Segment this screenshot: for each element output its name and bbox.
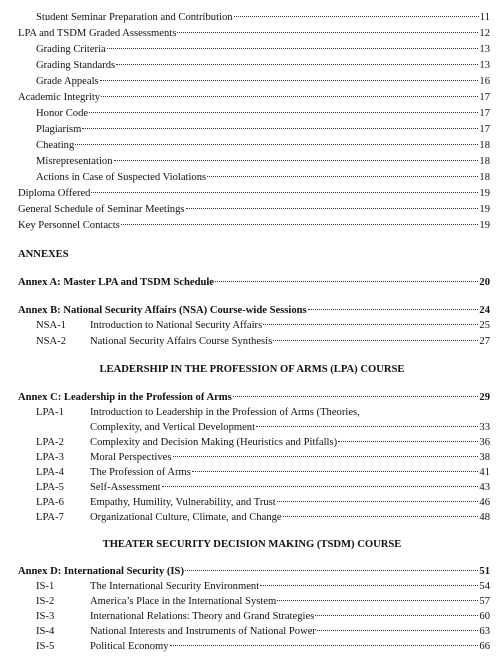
toc-entry-label: Student Seminar Preparation and Contribution: [36, 12, 233, 23]
toc-entry-label: Introduction to Leadership in the Profession of Arms (Theories,: [90, 407, 360, 418]
toc-entry-label: International Relations: Theory and Grand Strategies: [90, 611, 315, 622]
dot-leader: [107, 48, 479, 49]
toc-entry[interactable]: [36, 11, 490, 25]
toc-entry-page: 17: [479, 108, 490, 119]
dot-leader: [207, 176, 478, 177]
toc-entry-page: 20: [479, 277, 490, 288]
is-entry[interactable]: [36, 625, 490, 639]
toc-entry-page: 54: [479, 581, 490, 592]
dot-leader: [173, 456, 479, 457]
dot-leader: [215, 281, 478, 282]
toc-entry-label: Misrepresentation: [36, 156, 113, 167]
dot-leader: [273, 340, 478, 341]
toc-entry-label: Annex C: Leadership in the Profession of Arms: [18, 392, 232, 403]
toc-entry-page: 17: [479, 124, 490, 135]
lpa-course-heading: LEADERSHIP IN THE PROFESSION OF ARMS (LPA) COURSE: [99, 364, 405, 375]
toc-entry-page: 51: [479, 566, 490, 577]
toc-entry-label: General Schedule of Seminar Meetings: [18, 204, 185, 215]
lesson-code: LPA-3: [36, 452, 64, 463]
dot-leader: [185, 570, 478, 571]
toc-entry-page: 27: [479, 336, 490, 347]
toc-entry[interactable]: [36, 139, 490, 153]
lesson-code: NSA-2: [36, 336, 67, 347]
annexes-heading: ANNEXES: [18, 249, 69, 260]
dot-leader: [277, 501, 479, 502]
dot-leader: [75, 144, 478, 145]
toc-entry-label: Grade Appeals: [36, 76, 99, 87]
toc-entry-label: Cheating: [36, 140, 75, 151]
toc-entry-label: Complexity and Decision Making (Heuristics and Pitfalls): [90, 437, 338, 448]
dot-leader: [283, 516, 479, 517]
annex-c-entry[interactable]: [18, 391, 490, 405]
dot-leader: [256, 426, 478, 427]
lesson-code: LPA-4: [36, 467, 64, 478]
toc-entry-label: Annex D: International Security (IS): [18, 566, 184, 577]
annex-d-entry[interactable]: [18, 565, 490, 579]
toc-entry-page: 66: [479, 641, 490, 652]
toc-entry-label: Complexity, and Vertical Development: [90, 422, 256, 433]
annex-b-entry[interactable]: [18, 304, 490, 318]
toc-entry-page: 13: [479, 44, 490, 55]
toc-entry-label: Key Personnel Contacts: [18, 220, 120, 231]
dot-leader: [100, 80, 479, 81]
toc-entry-label: Empathy, Humility, Vulnerability, and Trust: [90, 497, 276, 508]
toc-entry-page: 19: [479, 188, 490, 199]
nsa-entry[interactable]: [36, 319, 490, 333]
toc-entry-label: Actions in Case of Suspected Violations: [36, 172, 207, 183]
toc-entry-page: 60: [479, 611, 490, 622]
annex-a-entry[interactable]: [18, 276, 490, 290]
toc-entry-label: Introduction to National Security Affairs: [90, 320, 263, 331]
lesson-code: IS-1: [36, 581, 55, 592]
toc-entry-page: 19: [479, 204, 490, 215]
dot-leader: [234, 16, 479, 17]
dot-leader: [338, 441, 478, 442]
lesson-code: IS-5: [36, 641, 55, 652]
toc-entry[interactable]: [36, 59, 490, 73]
lesson-code: NSA-1: [36, 320, 67, 331]
lpa-entry-line1[interactable]: [36, 406, 490, 420]
toc-entry-label: Diploma Offered: [18, 188, 91, 199]
toc-entry-page: 24: [479, 305, 490, 316]
toc-entry-page: 33: [479, 422, 490, 433]
toc-entry-label: America’s Place in the International System: [90, 596, 277, 607]
lesson-code: LPA-7: [36, 512, 64, 523]
dot-leader: [91, 192, 478, 193]
toc-entry-page: 36: [479, 437, 490, 448]
dot-leader: [233, 396, 479, 397]
toc-entry-page: 13: [479, 60, 490, 71]
toc-entry-page: 57: [479, 596, 490, 607]
lesson-code: LPA-2: [36, 437, 64, 448]
toc-entry[interactable]: [36, 171, 490, 185]
toc-entry-label: Plagiarism: [36, 124, 82, 135]
toc-entry[interactable]: [18, 27, 490, 41]
is-entry[interactable]: [36, 640, 490, 654]
dot-leader: [308, 309, 479, 310]
dot-leader: [89, 112, 478, 113]
lpa-entry[interactable]: [36, 481, 490, 495]
toc-entry-page: 18: [479, 156, 490, 167]
toc-entry[interactable]: [36, 43, 490, 57]
dot-leader: [192, 471, 478, 472]
lpa-entry[interactable]: [36, 466, 490, 480]
lpa-entry[interactable]: [36, 436, 490, 450]
lesson-code: IS-4: [36, 626, 55, 637]
dot-leader: [82, 128, 478, 129]
lesson-code: LPA-6: [36, 497, 64, 508]
dot-leader: [114, 160, 479, 161]
toc-entry-label: Moral Perspectives: [90, 452, 172, 463]
toc-entry-page: 18: [479, 172, 490, 183]
toc-entry-page: 12: [479, 28, 490, 39]
toc-entry-page: 41: [479, 467, 490, 478]
toc-entry-label: National Security Affairs Course Synthesis: [90, 336, 273, 347]
toc-entry-label: Organizational Culture, Climate, and Change: [90, 512, 282, 523]
lpa-entry-line2[interactable]: [90, 421, 490, 435]
is-entry[interactable]: [36, 580, 490, 594]
lpa-entry[interactable]: [36, 496, 490, 510]
dot-leader: [162, 486, 479, 487]
toc-entry-page: 38: [479, 452, 490, 463]
tsdm-course-heading: THEATER SECURITY DECISION MAKING (TSDM) COURSE: [102, 539, 402, 550]
lesson-code: LPA-5: [36, 482, 64, 493]
toc-entry-label: The Profession of Arms: [90, 467, 191, 478]
dot-leader: [121, 224, 479, 225]
is-entry[interactable]: [36, 610, 490, 624]
toc-entry-label: Annex B: National Security Affairs (NSA) Course-wide Sessions: [18, 305, 307, 316]
toc-entry[interactable]: [18, 91, 490, 105]
dot-leader: [170, 645, 479, 646]
toc-entry[interactable]: [36, 75, 490, 89]
toc-entry[interactable]: [18, 203, 490, 217]
toc-entry-label: Grading Criteria: [36, 44, 106, 55]
nsa-entry[interactable]: [36, 335, 490, 349]
toc-entry[interactable]: [36, 107, 490, 121]
toc-entry[interactable]: [18, 219, 490, 233]
dot-leader: [177, 32, 478, 33]
dot-leader: [263, 324, 478, 325]
toc-entry-page: 46: [479, 497, 490, 508]
lesson-code: LPA-1: [36, 407, 64, 418]
dot-leader: [260, 585, 478, 586]
toc-entry-page: 63: [479, 626, 490, 637]
toc-entry-label: Self-Assessment: [90, 482, 161, 493]
dot-leader: [101, 96, 478, 97]
is-entry[interactable]: [36, 595, 490, 609]
toc-entry-page: 18: [479, 140, 490, 151]
toc-entry-label: LPA and TSDM Graded Assessments: [18, 28, 177, 39]
toc-entry-page: 19: [479, 220, 490, 231]
toc-entry-label: Annex A: Master LPA and TSDM Schedule: [18, 277, 215, 288]
lesson-code: IS-2: [36, 596, 55, 607]
dot-leader: [116, 64, 478, 65]
toc-entry-page: 48: [479, 512, 490, 523]
lpa-entry[interactable]: [36, 511, 490, 525]
toc-entry-label: Honor Code: [36, 108, 89, 119]
toc-entry-page: 11: [479, 12, 490, 23]
toc-entry-page: 16: [479, 76, 490, 87]
toc-entry-label: National Interests and Instruments of National Power: [90, 626, 316, 637]
toc-entry-page: 43: [479, 482, 490, 493]
lesson-code: IS-3: [36, 611, 55, 622]
toc-entry-page: 25: [479, 320, 490, 331]
toc-entry[interactable]: [18, 187, 490, 201]
toc-entry-label: The International Security Environment: [90, 581, 260, 592]
dot-leader: [277, 600, 478, 601]
toc-entry-label: Grading Standards: [36, 60, 116, 71]
dot-leader: [186, 208, 479, 209]
toc-entry-label: Academic Integrity: [18, 92, 101, 103]
lpa-entry[interactable]: [36, 451, 490, 465]
toc-entry-page: 17: [479, 92, 490, 103]
toc-entry[interactable]: [36, 123, 490, 137]
toc-entry-label: Political Economy: [90, 641, 169, 652]
toc-entry-page: 29: [479, 392, 490, 403]
toc-entry[interactable]: [36, 155, 490, 169]
dot-leader: [317, 630, 478, 631]
dot-leader: [315, 615, 478, 616]
